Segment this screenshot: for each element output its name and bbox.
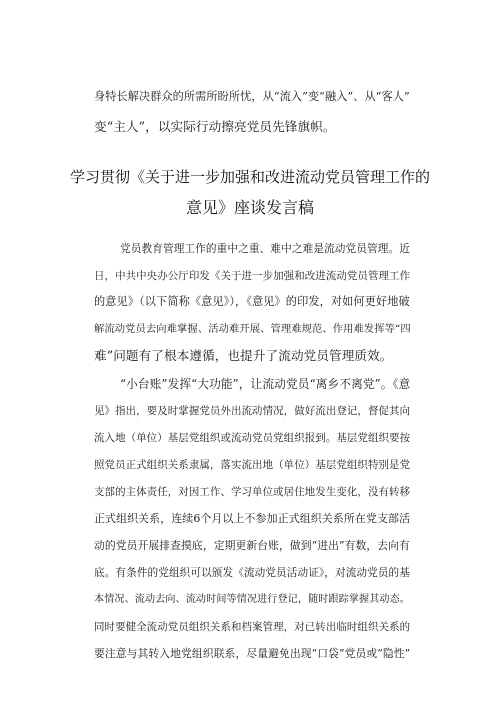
body-line-3: 的意见》（以下简称《意见》），《意见》的印发，对如何更好地破 [94, 295, 410, 308]
body-line-15: 同时要健全流动党员组织关系和档案管理，对已转出临时组织关系的 [94, 621, 411, 633]
intro-line-1: 身特长解决群众的所需所盼所忧，从“流入”变“融入”、从“客人” [94, 90, 410, 103]
body-line-13: 底。有条件的党组织可以颁发《流动党员活动证》，对流动党员的基 [94, 566, 410, 579]
body-line-5: 难”问题有了根本遵循，也提升了流动党员管理质效。 [94, 348, 393, 363]
body-line-12: 动的党员开展排查摸底，定期更新台账，做到“进出”有数，去向有 [94, 539, 410, 552]
body-line-9: 照党员正式组织关系隶属，落实流出地（单位）基层党组织特别是党 [94, 459, 411, 471]
body-line-1: 党员教育管理工作的重中之重、难中之难是流动党员管理。近 [120, 242, 410, 255]
body-line-16: 要注意与其转入地党组织联系，尽量避免出现“口袋”党员或“隐性” [94, 647, 411, 660]
body-line-2: 日，中共中央办公厅印发《关于进一步加强和改进流动党员管理工作 [94, 270, 411, 282]
body-line-11: 正式组织关系，连续6个月以上不参加正式组织关系所在党支部活 [94, 512, 411, 525]
body-line-6: “小台账”发挥“大功能”，让流动党员“离乡不离党”。《意 [120, 377, 411, 391]
intro-line-2: 变“主人”，以实际行动擦亮党员先锋旗帜。 [94, 119, 336, 134]
document-title-line-2: 意见》座谈发言稿 [185, 198, 314, 217]
body-line-10: 支部的主体责任，对因工作、学习单位或居住地发生变化，没有转移 [94, 486, 411, 498]
document-title-line-1: 学习贯彻《关于进一步加强和改进流动党员管理工作的 [69, 168, 430, 186]
body-line-8: 流入地（单位）基层党组织或流动党员党组织报到。基层党组织要按 [94, 432, 411, 444]
body-line-4: 解流动党员去向难掌握、活动难开展、管理难规范、作用难发挥等“四 [94, 323, 411, 335]
body-line-14: 本情况、流动去向、流动时间等情况进行登记，随时跟踪掌握其动态。 [94, 594, 411, 605]
body-line-7: 见》指出，要及时掌握党员外出流动情况，做好流出登记，督促其向 [94, 405, 411, 417]
